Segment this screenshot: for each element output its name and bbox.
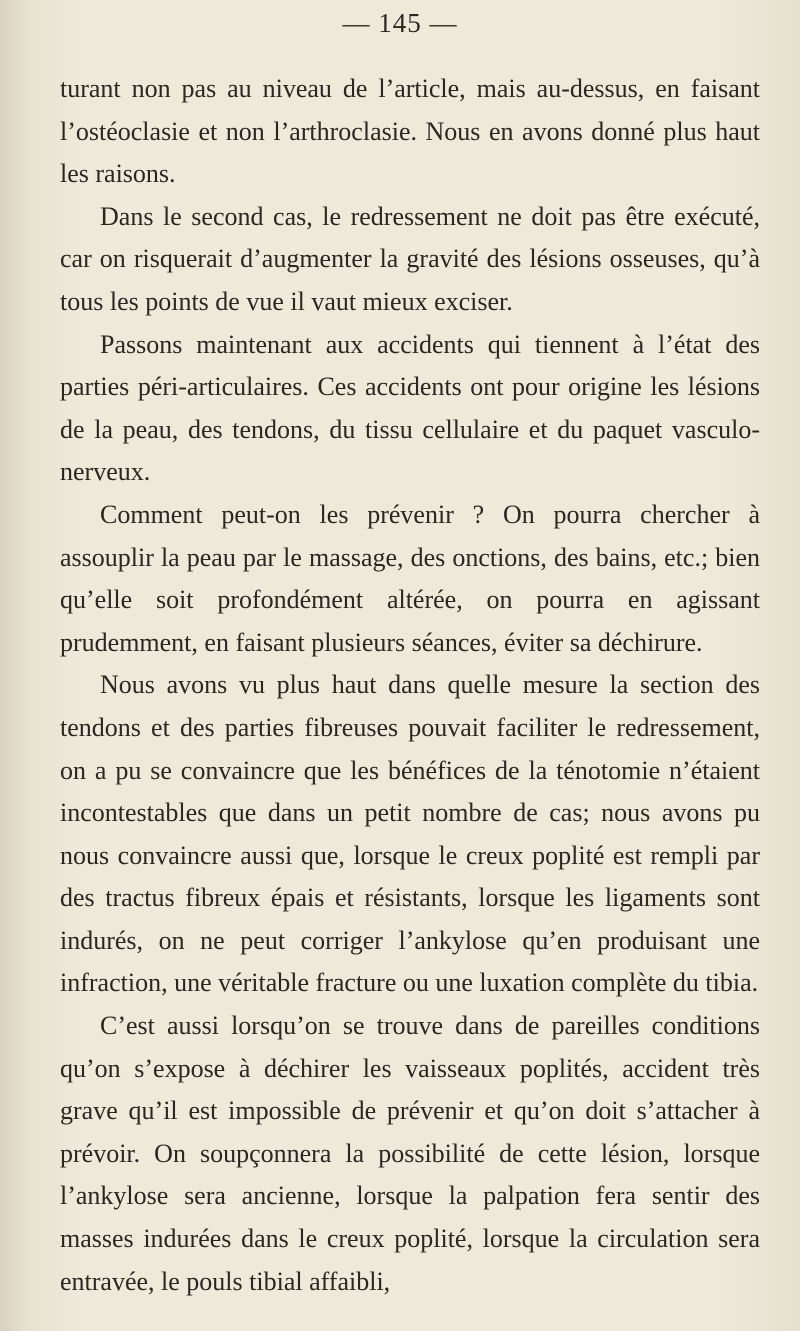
body-text [60, 68, 760, 1303]
paragraph-6: C’est aussi lorsqu’on se trouve dans de pareilles conditions qu’on s’expose à déchirer les vaisseaux poplités, accident très grave qu’il est impossible de prévenir et qu’on doit s’attacher à prévoir. On soupçonnera la possibilité de cette lésion, lorsque l’ankylose sera ancienne, lorsque la palpation fera sentir des masses indurées dans le creux poplité, lorsque la circulation sera entravée, le pouls tibial affaibli, [60, 1011, 760, 1296]
paragraph-3: Passons maintenant aux accidents qui tiennent à l’état des parties péri-articulaires. Ces accidents ont pour origine les lésions de la peau, des tendons, du tissu cellulaire et du paquet vasculo-nerveux. [60, 329, 760, 487]
paragraph-5: Nous avons vu plus haut dans quelle mesure la section des tendons et des parties fibreuses pouvait faciliter le redressement, on a pu se convaincre que les bénéfices de la ténotomie n’étaient incontestables que dans un petit nombre de cas; nous avons pu nous convaincre aussi que, lorsque le creux poplité est rempli par des tractus fibreux épais et résistants, lorsque les ligaments sont indurés, on ne peut corriger l’ankylose qu’en produisant une infraction, une véritable fracture ou une luxation complète du tibia. [60, 670, 760, 998]
paragraph-2: Dans le second cas, le redressement ne doit pas être exécuté, car on risquerait d’augmenter la gravité des lésions osseuses, qu’à tous les points de vue il vaut mieux exciser. [60, 201, 760, 316]
paragraph-4: Comment peut-on les prévenir ? On pourra chercher à assouplir la peau par le massage, des onctions, des bains, etc.; bien qu’elle soit profondément altérée, on pourra en agissant prudemment, en faisant plusieurs séances, éviter sa déchirure. [60, 499, 760, 657]
page-number: — 145 — [342, 8, 458, 38]
paragraph-1: turant non pas au niveau de l’article, mais au-dessus, en faisant l’ostéoclasie et non l’arthroclasie. Nous en avons donné plus haut les raisons. [60, 74, 760, 189]
